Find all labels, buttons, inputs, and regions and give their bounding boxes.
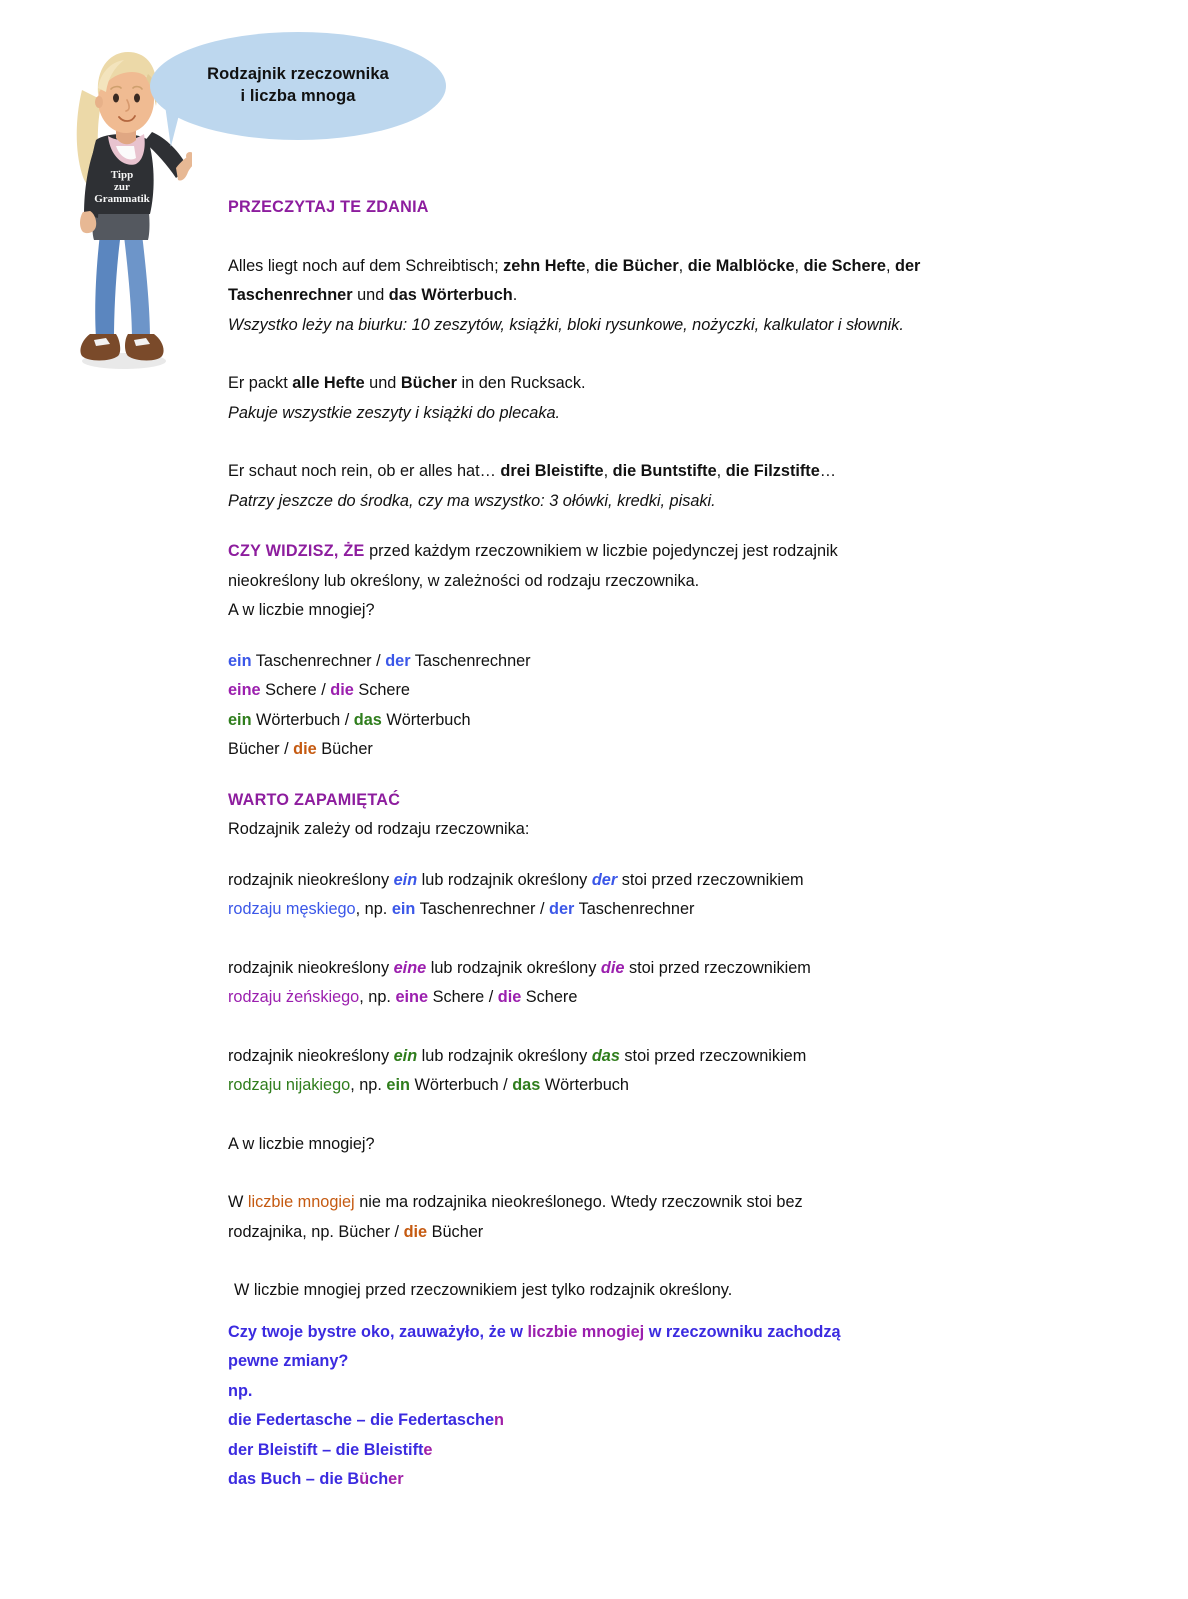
definite-article: die (330, 681, 354, 699)
plural-suffix: n (494, 1411, 504, 1429)
rule-example-indefinite: ein (386, 1076, 410, 1094)
plural-rule-mid: nie ma rodzajnika nieokreślonego. Wtedy rzeczownik stoi bez (354, 1193, 803, 1211)
plural-question: A w liczbie mnogiej? (228, 1134, 375, 1153)
plural-example-base: die Federtasche – die Federtasche (228, 1411, 495, 1429)
rule-text: , np. (359, 988, 396, 1006)
noun-text: Bücher (316, 740, 373, 758)
spacer (228, 1013, 1028, 1042)
rule-line-2 (228, 983, 1028, 1013)
rule-example-noun: Wörterbuch (540, 1076, 629, 1094)
rule-line-1 (228, 1042, 1028, 1072)
notice-lead-rest: przed każdym rzeczownikiem w liczbie pojedynczej jest rodzajnik (364, 542, 838, 560)
plural-rule-pre: W (228, 1193, 248, 1211)
plural-suffix: er (388, 1470, 404, 1488)
german-text: , (678, 256, 688, 275)
example-polish-translation: Patrzy jeszcze do środka, czy ma wszystko: 3 ołówki, kredki, pisaki. (228, 491, 716, 510)
rule-text: lub rodzajnik określony (417, 870, 592, 889)
german-text: . (512, 286, 518, 304)
example-item (228, 369, 1028, 428)
rule-example-noun: Schere (521, 988, 578, 1006)
german-noun-phrase: die Filzstifte (725, 462, 820, 480)
example-item (228, 252, 1028, 341)
gender-rule-item (228, 1042, 1028, 1101)
plural-examples-list (228, 1406, 1028, 1495)
gender-rule-item (228, 954, 1028, 1013)
german-noun-phrase: alle Hefte (292, 374, 365, 392)
indefinite-article: eine (228, 681, 261, 699)
rule-definite-article: die (600, 958, 625, 977)
article-pair-row (228, 735, 1028, 765)
plural-example-row (228, 1436, 1028, 1466)
remember-intro: Rodzajnik zależy od rodzaju rzeczownika: (228, 820, 530, 838)
rule-text: rodzajnik nieokreślony (228, 870, 394, 889)
speech-bubble-text (150, 32, 446, 140)
german-noun-phrase: Bücher (400, 374, 457, 392)
section-heading-remember: WARTO ZAPAMIĘTAĆ (228, 790, 401, 809)
spacer (228, 428, 1028, 457)
german-text: Alles liegt noch auf dem Schreibtisch; (228, 256, 504, 275)
example-german (228, 369, 1028, 399)
german-text: und (352, 286, 389, 304)
plural-example-base: der Bleistift – die Bleistift (228, 1440, 424, 1459)
notice-paragraph (228, 537, 1028, 626)
final-question-line2: pewne zmiany? (228, 1352, 349, 1370)
german-text: , (585, 256, 595, 275)
plural-example-base: ch (369, 1470, 389, 1488)
rule-text: stoi przed rzeczownikiem (619, 1046, 807, 1065)
rule-example-noun: Wörterbuch / (409, 1076, 513, 1094)
rule-example-indefinite: eine (395, 988, 429, 1006)
example-german (228, 457, 1028, 487)
german-text: , (794, 256, 804, 275)
article-pair-row (228, 706, 1028, 736)
german-text: Er packt (228, 374, 293, 392)
plural-rule-line2-article: die (403, 1222, 428, 1241)
german-text: , (603, 462, 613, 480)
example-polish-translation: Pakuje wszystkie zeszyty i książki do plecaka. (228, 403, 561, 422)
indefinite-article: ein (228, 710, 252, 729)
plural-rule-line2 (228, 1218, 1028, 1248)
rule-text: rodzajnik nieokreślony (228, 1046, 394, 1065)
noun-text: Bücher / (228, 740, 294, 758)
german-text: … (819, 462, 837, 480)
plural-rule-paragraph (228, 1188, 1028, 1247)
final-question-line1 (228, 1318, 1028, 1348)
sweater-text-line2: zur (114, 181, 130, 193)
noun-text: Schere / (260, 681, 331, 699)
german-noun-phrase: die Bücher (594, 256, 679, 275)
final-question-block (228, 1318, 1028, 1495)
noun-text: Wörterbuch / (251, 710, 354, 729)
definite-article: der (385, 651, 411, 670)
notice-line2: nieokreślony lub określony, w zależności od rodzaju rzeczownika. (228, 571, 700, 590)
gender-rules-list (228, 866, 1028, 1130)
rule-indefinite-article: ein (393, 1046, 418, 1065)
rule-example-noun: Taschenrechner / (415, 900, 550, 918)
spacer (228, 925, 1028, 954)
rule-gender-name: rodzaju żeńskiego (228, 988, 360, 1006)
german-noun-phrase: drei Bleistifte (500, 462, 604, 480)
rule-gender-name: rodzaju nijakiego (228, 1076, 351, 1094)
noun-text: Wörterbuch (381, 710, 471, 729)
plural-example-row (228, 1406, 1028, 1436)
rule-example-indefinite: ein (391, 900, 416, 918)
rule-definite-article: der (591, 870, 618, 889)
rule-line-1 (228, 866, 1028, 896)
plural-rule-line2-post: Bücher (427, 1222, 484, 1241)
plural-summary: W liczbie mnogiej przed rzeczownikiem jest tylko rodzajnik określony. (234, 1281, 733, 1299)
rule-text: stoi przed rzeczownikiem (624, 958, 811, 977)
german-text: und (364, 374, 401, 392)
german-noun-phrase: die Schere (803, 256, 886, 275)
noun-text: Schere (353, 681, 410, 699)
rule-definite-article: das (591, 1046, 620, 1065)
plural-rule-line2-pre: rodzajnika, np. Bücher / (228, 1222, 404, 1241)
plural-umlaut-change: ü (359, 1470, 370, 1488)
german-noun-phrase: der Taschenrechner (228, 256, 921, 304)
example-german (228, 252, 1028, 311)
rule-indefinite-article: eine (393, 958, 427, 977)
indefinite-article: ein (228, 651, 252, 670)
speech-bubble (150, 32, 446, 140)
article-pair-row (228, 676, 1028, 706)
noun-text: Taschenrechner (410, 651, 531, 670)
read-examples-list (228, 252, 1028, 517)
german-text: , (885, 256, 895, 275)
noun-text: Taschenrechner / (251, 651, 386, 670)
spacer (228, 1101, 1028, 1130)
rule-text: rodzajnik nieokreślony (228, 958, 394, 977)
german-text: Er schaut noch rein, ob er alles hat… (228, 462, 501, 480)
final-q-pre: Czy twoje bystre oko, zauważyło, że w (228, 1322, 528, 1341)
rule-line-1 (228, 954, 1028, 984)
german-text: in den Rucksack. (456, 374, 586, 392)
rule-text: stoi przed rzeczownikiem (617, 870, 804, 889)
plural-example-base: das Buch – die B (228, 1470, 360, 1488)
plural-suffix: e (423, 1440, 433, 1459)
notice-line3: A w liczbie mnogiej? (228, 601, 375, 619)
german-noun-phrase: das Wörterbuch (388, 286, 513, 304)
rule-gender-name: rodzaju męskiego (228, 900, 356, 918)
article-pairs-list (228, 647, 1028, 765)
notice-label: CZY WIDZISZ, ŻE (228, 542, 365, 560)
rule-example-definite: das (512, 1076, 541, 1094)
plural-rule-highlight: liczbie mnogiej (247, 1193, 355, 1211)
rule-indefinite-article: ein (393, 870, 418, 889)
lesson-content (228, 193, 1028, 1495)
final-q-highlight: liczbie mnogiej (527, 1322, 645, 1341)
rule-text: , np. (350, 1076, 387, 1094)
sweater-text-line3: Grammatik (94, 193, 150, 205)
section-heading-read: PRZECZYTAJ TE ZDANIA (228, 198, 429, 216)
rule-line-2 (228, 1071, 1028, 1101)
bubble-title-line2: i liczba mnoga (240, 87, 356, 105)
gender-rule-item (228, 866, 1028, 925)
german-noun-phrase: die Buntstifte (612, 462, 717, 480)
rule-example-noun: Schere / (428, 988, 498, 1006)
example-item (228, 457, 1028, 516)
example-polish-translation: Wszystko leży na biurku: 10 zeszytów, książki, bloki rysunkowe, nożyczki, kalkulator i słownik. (228, 315, 904, 334)
rule-text: lub rodzajnik określony (417, 1046, 592, 1065)
plural-example-row (228, 1465, 1028, 1495)
rule-text: , np. (355, 900, 392, 918)
rule-example-definite: die (497, 988, 522, 1006)
rule-text: lub rodzajnik określony (426, 958, 601, 977)
german-noun-phrase: zehn Hefte (503, 256, 586, 275)
sweater-text-line1: Tipp (110, 169, 134, 181)
final-q-post: w rzeczowniku zachodzą (644, 1322, 841, 1341)
definite-article: die (293, 740, 317, 758)
german-text: , (716, 462, 726, 480)
final-np-label: np. (228, 1381, 253, 1400)
rule-example-noun: Taschenrechner (574, 900, 695, 918)
article-pair-row (228, 647, 1028, 677)
rule-example-definite: der (549, 900, 575, 918)
spacer (228, 340, 1028, 369)
definite-article: das (353, 710, 382, 729)
rule-line-2 (228, 895, 1028, 925)
german-noun-phrase: die Malblöcke (687, 256, 795, 275)
bubble-title-line1: Rodzajnik rzeczownika (207, 65, 389, 84)
